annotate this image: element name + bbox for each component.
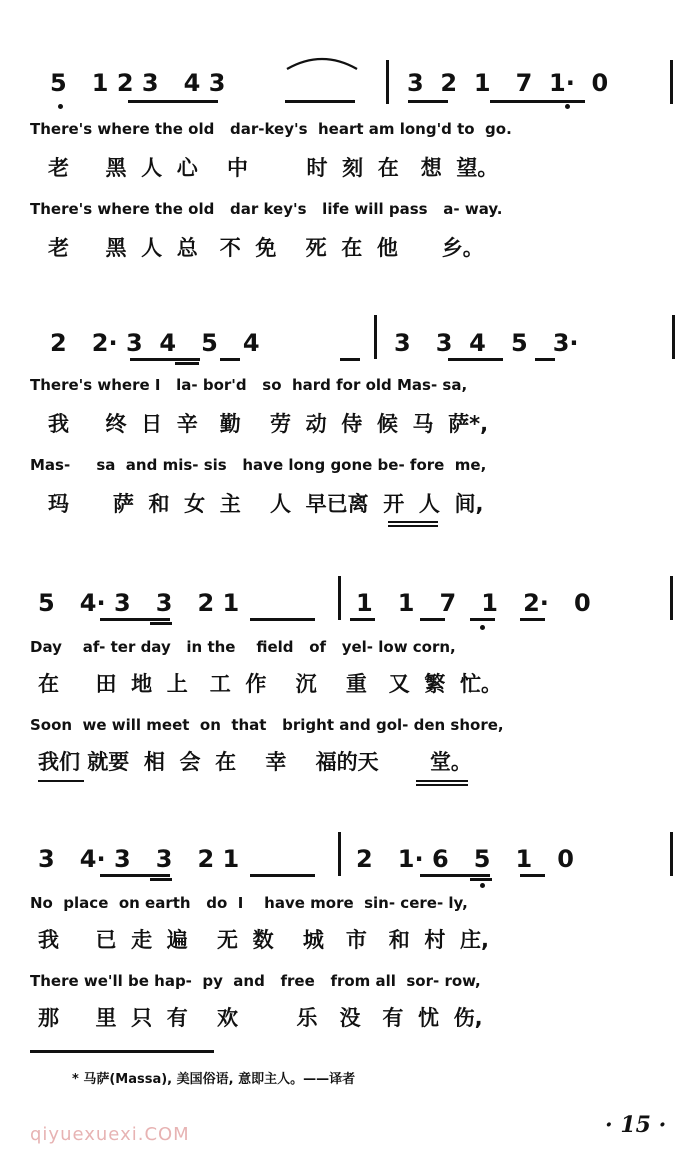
bar-line xyxy=(338,576,341,620)
notes-right: 1 1 7 1 2· 0 xyxy=(356,589,591,617)
slur-mark xyxy=(284,52,360,72)
watermark: qiyuexuexi.COM xyxy=(30,1124,190,1145)
lyric-english-verse-2: Mas- sa and mis- sis have long gone be- fore me, xyxy=(30,456,487,474)
lyric-english-verse-1: There's where I la- bor'd so hard for old Mas- sa, xyxy=(30,376,468,394)
lyric-english-verse-1: There's where the old dar-key's heart am long'd to go. xyxy=(30,120,512,138)
lyric-english-verse-1: Day af- ter day in the field of yel- low corn, xyxy=(30,638,456,656)
lyric-chinese-verse-1: 我 终 日 辛 勤 劳 动 侍 候 马 萨*, xyxy=(48,412,489,436)
lyric-chinese-verse-2: 玛 萨 和 女 主 人 早已离 开 人 间, xyxy=(48,492,484,516)
lyric-chinese-verse-2: 那 里 只 有 欢 乐 没 有 忧 伤, xyxy=(38,1006,483,1030)
notes-left: 5 1 2 3 4 3 xyxy=(50,69,226,97)
lyric-chinese-verse-1: 我 已 走 遍 无 数 城 市 和 村 庄, xyxy=(38,928,489,952)
lyric-chinese-verse-1: 老 黑 人 心 中 时 刻 在 想 望。 xyxy=(48,156,499,180)
end-bar-line xyxy=(670,832,673,876)
page-number: · 15 · xyxy=(605,1112,667,1138)
bar-line xyxy=(386,60,389,104)
lyric-english-verse-2: There we'll be hap- py and free from all sor- row, xyxy=(30,972,481,990)
bar-line xyxy=(374,315,377,359)
notes-right: 3 3 4 5 3· xyxy=(394,329,579,357)
lyric-chinese-verse-1: 在 田 地 上 工 作 沉 重 又 繁 忙。 xyxy=(38,672,503,696)
end-bar-line xyxy=(670,60,673,104)
bar-line xyxy=(338,832,341,876)
lyric-english-verse-1: No place on earth do I have more sin- cere- ly, xyxy=(30,894,468,912)
lyric-english-verse-2: There's where the old dar key's life will pass a- way. xyxy=(30,200,503,218)
lyric-english-verse-2: Soon we will meet on that bright and gol- den shore, xyxy=(30,716,504,734)
footnote-rule xyxy=(30,1050,214,1053)
end-bar-line xyxy=(670,576,673,620)
footnote: * 马萨(Massa), 美国俗语, 意即主人。——译者 xyxy=(72,1072,356,1087)
notes-left: 2 2· 3 4 5 4 xyxy=(50,329,260,357)
lyric-chinese-verse-2: 我们 就要 相 会 在 幸 福的天 堂。 xyxy=(38,750,472,774)
lyric-chinese-verse-2: 老 黑 人 总 不 免 死 在 他 乡。 xyxy=(48,236,484,260)
notes-left: 5 4· 3 3 2 1 xyxy=(38,589,240,617)
notes-left: 3 4· 3 3 2 1 xyxy=(38,845,240,873)
notes-right: 2 1· 6 5 1 0 xyxy=(356,845,574,873)
end-bar-line xyxy=(672,315,675,359)
notes-right: 3 2 1 7 1· 0 xyxy=(407,69,609,97)
